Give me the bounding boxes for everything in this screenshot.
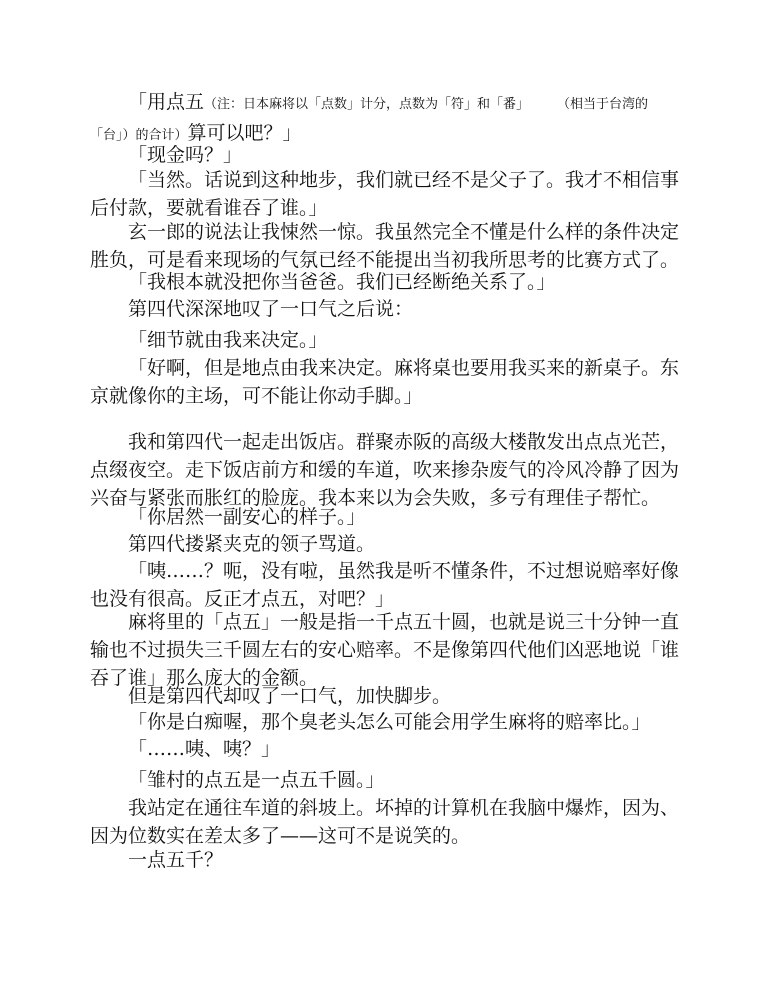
paragraph-8: 「好啊，但是地点由我来决定。麻将桌也要用我买来的新桌子。东京就像你的主场，可不能让你动手脚。」	[90, 357, 680, 407]
paragraph-6: 第四代深深地叹了一口气之后说：	[128, 298, 414, 320]
paragraph-4: 玄一郎的说法让我悚然一惊。我虽然完全不懂是什么样的条件决定胜负，可是看来现场的气氛已经不能提出当初我所思考的比赛方式了。	[90, 221, 680, 271]
annotation-part-2: （相当于台湾的「台」）的合计）	[90, 97, 649, 143]
paragraph-14: 但是第四代却叹了一口气，加快脚步。	[128, 685, 452, 707]
paragraph-9: 我和第四代一起走出饭店。群聚赤阪的高级大楼散发出点点光芒，点缀夜空。走下饭店前方和缓的车道，吹来掺杂废气的冷风冷静了因为兴奋与紧张而胀红的脸庞。我本来以为会失败，多亏有理佳子帮忙。	[90, 431, 680, 509]
paragraph-13: 麻将里的「点五」一般是指一千点五十圆，也就是说三十分钟一直输也不过损失三千圆左右的安心赔率。不是像第四代他们凶恶地说「谁吞了谁」那么庞大的金额。	[90, 611, 680, 689]
paragraph-3: 「当然。话说到这种地步，我们就已经不是父子了。我才不相信事后付款，要就看谁吞了谁。」	[90, 169, 680, 219]
paragraph-15: 「你是白痴喔，那个臭老头怎么可能会用学生麻将的赔率比。」	[128, 711, 651, 733]
paragraph-16: 「……咦、咦？」	[128, 738, 281, 760]
paragraph-2: 「现金吗？」	[128, 144, 243, 166]
paragraph-11: 第四代搂紧夹克的领子骂道。	[128, 533, 376, 555]
paragraph-1-lead: 「用点五	[128, 91, 205, 113]
paragraph-17: 「雏村的点五是一点五千圆。」	[128, 769, 385, 791]
paragraph-18: 我站定在通往车道的斜坡上。坏掉的计算机在我脑中爆炸，因为、因为位数实在差太多了——这可不是说笑的。	[90, 797, 680, 847]
paragraph-5: 「我根本就没把你当爸爸。我们已经断绝关系了。」	[128, 271, 556, 293]
paragraph-7: 「细节就由我来决定。」	[128, 329, 328, 351]
paragraph-19: 一点五千？	[128, 849, 224, 871]
paragraph-12: 「咦……？呃，没有啦，虽然我是听不懂条件，不过想说赔率好像也没有很高。反正才点五，对吧？」	[90, 560, 680, 610]
paragraph-10: 「你居然一副安心的样子。」	[128, 506, 366, 528]
paragraph-1-tail: 算可以吧？」	[187, 122, 302, 144]
annotation-part-1: （注：日本麻将以「点数」计分，点数为「符」和「番」	[204, 97, 530, 112]
